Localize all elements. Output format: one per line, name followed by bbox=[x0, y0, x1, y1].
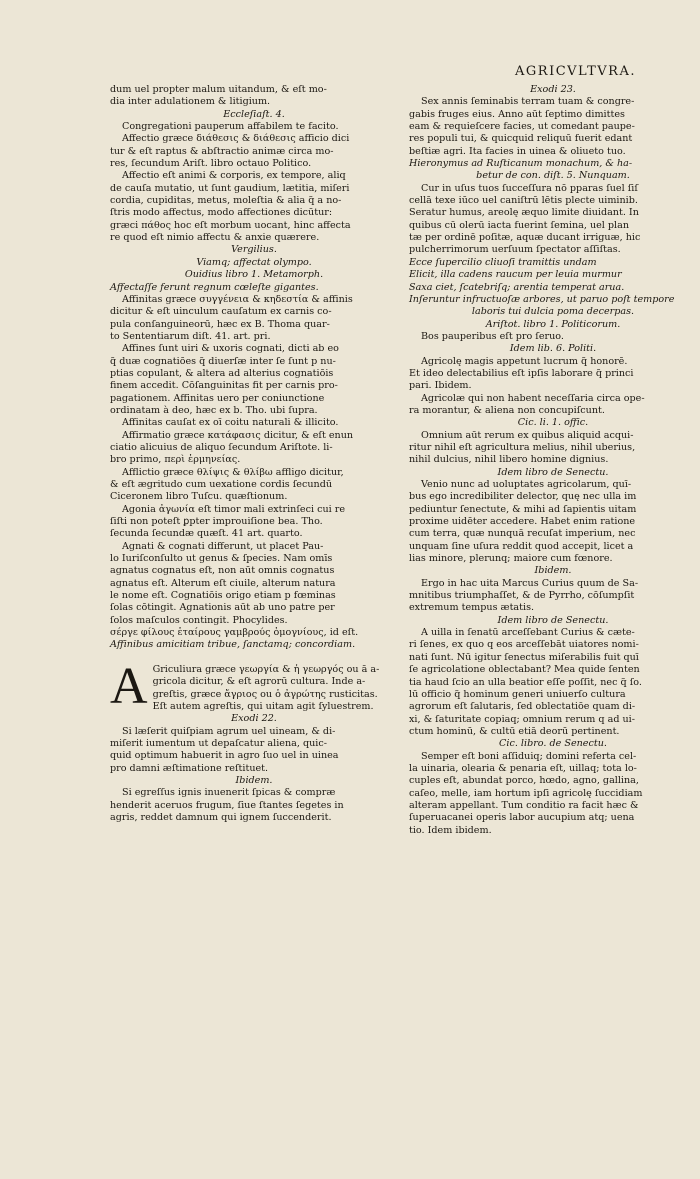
text-line: pediuntur ſenectute, & mihi ad ſapientis uitam bbox=[409, 503, 637, 515]
text-line: alteram appellant. Tum conditio ra facit hæc & bbox=[409, 799, 639, 811]
text-line: Exodi 22. bbox=[231, 713, 277, 725]
text-line: ſe agricolatione oblectabant? Mea quide ſenten bbox=[409, 664, 640, 676]
text-line: ptias copulant, & altera ad alterius cognatiōis bbox=[110, 367, 334, 379]
text-line: A uilla in ſenatū arceſſebant Curius & cæte- bbox=[421, 627, 635, 639]
text-line: Et ideo delectabilius eſt ipſis laborare q̃ princi bbox=[409, 367, 634, 379]
text-line: tur & eſt raptus & abſtractio animæ circa mo- bbox=[110, 145, 334, 157]
left-column bbox=[110, 84, 398, 824]
text-line: re quod eſt nimio affectu & anxie quærere. bbox=[110, 232, 320, 244]
text-line: ctum hominū, & cultū etiā deorū pertinent. bbox=[409, 725, 620, 737]
text-line: gricola dicitur, & eſt agrorū cultura. Inde a- bbox=[152, 676, 366, 688]
text-line: le nome eſt. Cognatiōis origo etiam p fœminas bbox=[110, 590, 336, 602]
text-line: gabis fruges eius. Anno aūt ſeptimo dimittes bbox=[409, 108, 625, 120]
text-line: cum terra, quæ nunquā recuſat imperium, nec bbox=[409, 528, 636, 540]
text-line: nihil dulcius, nihil libero homine dignius. bbox=[409, 454, 609, 466]
text-line: Affines ſunt uiri & uxoris cognati, dicti ab eo bbox=[122, 343, 339, 355]
text-line: quibus cū olerū iacta fuerint ſemina, uel plan bbox=[409, 219, 630, 231]
text-line: Congregationi pauperum affabilem te facito. bbox=[122, 121, 339, 133]
drop-cap-letter: A bbox=[110, 657, 148, 715]
text-line: ciatio alicuius de aliquo ſecundum Ariſtote. li- bbox=[110, 441, 333, 453]
text-line: pulcherrimorum uerſuum ſpectator aſſiſtas. bbox=[409, 244, 621, 256]
text-line: mnitibus triumphaſſet, & de Pyrrho, cōſumpſit bbox=[409, 590, 635, 602]
text-line: miſerit iumentum ut depaſcatur aliena, quic- bbox=[110, 737, 327, 749]
text-line: Agricolę magis appetunt lucrum q̃ honorē. bbox=[421, 355, 628, 367]
text-line: pagationem. Affinitas uero per coniunctione bbox=[110, 392, 325, 404]
text-line: bro primo, περὶ ἑρμηνείας. bbox=[110, 454, 241, 466]
text-line: dicitur & eſt uinculum cauſatum ex carnis co- bbox=[110, 306, 332, 318]
text-line: Eſt autem agreſtis, qui uitam agit ſyluestrem. bbox=[152, 700, 374, 712]
text-line: ſtris modo affectus, modo affectiones dicūtur: bbox=[110, 207, 333, 219]
text-line: res, ſecundum Ariſt. libro octauo Politico. bbox=[110, 158, 312, 170]
text-line: ſuperuacanei operis labor aucupium atq; uena bbox=[409, 812, 635, 824]
text-line: Idem libro de Senectu. bbox=[497, 614, 609, 626]
text-line: ſolas cōtingit. Agnationis aūt ab uno patre per bbox=[110, 602, 335, 614]
text-line: agris, reddet damnum qui ignem ſuccenderit. bbox=[110, 811, 332, 823]
text-line: lū officio q̃ hominum generi uniuerſo cultura bbox=[409, 688, 626, 700]
text-line: Idem lib. 6. Politi. bbox=[509, 343, 597, 355]
text-line: Affectaſſe ferunt regnum cœleſte gigantes. bbox=[110, 281, 319, 293]
text-line: res populi tui, & quicquid reliquū fuerit edant bbox=[409, 133, 633, 145]
text-line: agnatus cognatus eſt, non aūt omnis cognatus bbox=[110, 565, 335, 577]
text-line: Bos pauperibus eſt pro ſeruo. bbox=[421, 330, 564, 342]
text-line: beſtiæ agri. Ita facies in uinea & oliueto tuo. bbox=[409, 145, 626, 157]
text-line: dia inter adulationem & litigium. bbox=[110, 96, 271, 108]
text-line: Eccleſiaſt. 4. bbox=[223, 108, 285, 120]
text-line: Cic. li. 1. offic. bbox=[517, 417, 589, 429]
text-line: Affectio græce διάθεσις & διάθεσις afficio dici bbox=[122, 133, 350, 145]
text-line: & eſt ægritudo cum uexatione cordis ſecundū bbox=[110, 479, 333, 490]
text-line: caſeo, melle, iam hortum ipſi agricolę ſuccidiam bbox=[409, 787, 643, 799]
text-line: cellā texe iūco uel caniſtrū lētis plecte uiminib. bbox=[409, 195, 638, 207]
text-line: Saxa ciet, ſcatebriſq; arentia temperat arua. bbox=[409, 281, 625, 293]
text-line: proxime uidēter accedere. Habet enim ratione bbox=[409, 516, 636, 528]
text-line: Si læſerit quiſpiam agrum uel uineam, & di- bbox=[122, 725, 336, 737]
text-line: Ciceronem libro Tuſcu. quæſtionum. bbox=[110, 491, 288, 503]
text-line: nati ſunt. Nū igitur ſenectus miſerabilis fuit quī bbox=[409, 651, 639, 663]
right-text-block bbox=[409, 84, 697, 837]
agricultura-text-block bbox=[110, 657, 398, 824]
text-line: ra morantur, & aliena non concupiſcunt. bbox=[409, 404, 605, 416]
text-line: Agricolæ qui non habent neceſſaria circa ope- bbox=[421, 392, 645, 404]
text-line: Afflictio græce θλίψις & θλίβω affligo dicitur, bbox=[122, 466, 344, 478]
text-line: Ibidem. bbox=[235, 774, 273, 786]
text-line: Ariſtot. libro 1. Politicorum. bbox=[485, 318, 621, 330]
agricultura-section bbox=[110, 657, 398, 824]
text-line: Griculiura græce γεωργία & ἡ γεωργός ou ā a- bbox=[152, 663, 380, 675]
text-line: pari. Ibidem. bbox=[409, 380, 472, 392]
text-line: Cur in uſus tuos ſucceſſura nō pparas ſuel ſiſ bbox=[421, 182, 638, 194]
text-line: betur de con. diſt. 5. Nunquam. bbox=[476, 170, 630, 182]
text-line: ordinatam à deo, hæc ex b. Tho. ubi ſupra. bbox=[110, 404, 318, 416]
text-line: Affectio eſt animi & corporis, ex tempore, aliq bbox=[122, 170, 346, 182]
text-line: Seratur humus, areolę æquo limite diuidant. In bbox=[409, 207, 639, 219]
text-line: ſolos maſculos contingit. Phocylides. bbox=[110, 614, 288, 626]
text-line: lo Iuriſconſulto ut genus & ſpecies. Nam omīs bbox=[110, 553, 333, 565]
text-line: Sex annis ſeminabis terram tuam & congre- bbox=[421, 96, 635, 108]
text-line: agrorum eſt ſalutaris, ſed oblectatiōe quam di- bbox=[409, 701, 636, 713]
text-line: tæ per ordinē poſitæ, aquæ ducant irriguæ, hic bbox=[409, 232, 641, 244]
text-line: Affirmatio græce κατάφασις dicitur, & eſt enun bbox=[122, 429, 354, 441]
text-line: Agnati & cognati differunt, ut placet Pau- bbox=[122, 540, 324, 552]
text-line: Viamq; affectat olympo. bbox=[196, 256, 312, 268]
text-line: la uinaria, olearia & penaria eſt, uillaq; tota lo- bbox=[409, 762, 637, 774]
text-line: xi, & ſaturitate copiaq; omnium rerum q ad ui- bbox=[409, 713, 635, 725]
text-line: de cauſa mutatio, ut ſunt gaudium, lætitia, miſeri bbox=[110, 182, 350, 194]
text-line: Affinitas græce συγγένεια & κηδεστία & affinis bbox=[122, 293, 353, 305]
text-line: ritur nihil eſt agricultura melius, nihil uberius, bbox=[409, 441, 636, 453]
text-line: Semper eſt boni aſſiduiq; domini referta cel- bbox=[421, 750, 637, 762]
text-line: extremum tempus ætatis. bbox=[409, 602, 535, 614]
left-text-block bbox=[110, 84, 398, 652]
text-line: finem accedit. Cōſanguinitas fit per carnis pro- bbox=[110, 380, 338, 392]
text-line: ri ſenes, ex quo q eos arceſſebāt uiatores nomi- bbox=[409, 639, 639, 651]
text-line: Hieronymus ad Ruſticanum monachum, & ha- bbox=[409, 158, 633, 170]
text-line: henderit aceruos frugum, ſiue ſtantes ſegetes in bbox=[110, 799, 344, 811]
text-line: Cic. libro. de Senectu. bbox=[499, 738, 607, 750]
text-line: agnatus eſt. Alterum eſt ciuile, alterum natura bbox=[110, 577, 336, 589]
text-line: tia haud ſcio an ulla beatior eſſe poſſit, nec q̃ ſo. bbox=[409, 676, 642, 688]
text-line: greſtis, græce ἄγριος ou ὁ ἀγρώτης rusticitas. bbox=[152, 688, 378, 700]
text-line: pula conſanguineorū, hæc ex B. Thoma quar- bbox=[110, 318, 330, 330]
text-line: Ecce ſupercilio cliuoſi tramittis undam bbox=[409, 256, 597, 268]
text-line: Omnium aūt rerum ex quibus aliquid acqui- bbox=[421, 429, 634, 441]
text-line: lias minore, plerunq; maiore cum fœnore. bbox=[409, 553, 613, 565]
text-line: Inſeruntur infructuoſæ arbores, ut paruo poſt tempore bbox=[409, 293, 675, 305]
text-line: Exodi 23. bbox=[530, 84, 576, 95]
text-line: Affinibus amicitiam tribue, ſanctamq; concordiam. bbox=[110, 639, 356, 651]
text-line: græci πάθος hoc eſt morbum uocant, hinc affecta bbox=[110, 219, 351, 231]
text-line: Ouidius libro 1. Metamorph. bbox=[184, 269, 324, 281]
text-line: Agonia ἀγωνία eſt timor mali extrinſeci cui re bbox=[122, 503, 346, 515]
text-line: ſiſti non poteſt ꝑpter improuiſione bea. Tho. bbox=[110, 516, 323, 528]
right-column bbox=[409, 84, 697, 837]
text-line: quid optimum habuerit in agro ſuo uel in uinea bbox=[110, 750, 339, 762]
text-line: Elicit, illa cadens raucum per leuia murmur bbox=[409, 269, 622, 281]
text-line: Venio nunc ad uoluptates agricolarum, quī- bbox=[421, 479, 632, 490]
text-line: Ibidem. bbox=[534, 565, 572, 577]
text-line: cordia, cupiditas, metus, moleſtia & alia q̃ a no- bbox=[110, 195, 342, 207]
text-line: Ergo in hac uita Marcus Curius quum de Sa- bbox=[421, 577, 639, 589]
text-line: Si egreſſus ignis inuenerit ſpicas & compræ bbox=[122, 787, 336, 799]
text-line: bus ego incredibiliter delector, quę nec ulla im bbox=[409, 491, 637, 503]
text-line: Idem libro de Senectu. bbox=[497, 466, 609, 478]
text-line: pro damni æſtimatione reſtituet. bbox=[110, 762, 269, 774]
text-line: q̃ duæ cognatiōes q̃ diuerſæ inter ſe ſunt p nu- bbox=[110, 355, 336, 367]
text-line: to Sententiarum diſt. 41. art. pri. bbox=[110, 330, 271, 342]
text-line: Affinitas cauſat ex oī coitu naturali & illicito. bbox=[122, 417, 339, 429]
text-line: cuples eſt, abundat porco, hœdo, agno, gallina, bbox=[409, 775, 639, 787]
text-line: dum uel propter malum uitandum, & eſt mo- bbox=[110, 84, 327, 95]
text-line: σέργε φίλους ἑταίρους γαμβρούς ὁμογνίους, id eſt. bbox=[110, 627, 359, 639]
text-line: tio. Idem ibidem. bbox=[409, 824, 492, 836]
text-line: Vergilius. bbox=[231, 244, 277, 256]
text-line: unquam ſine uſura reddit quod accepit, licet a bbox=[409, 540, 634, 552]
text-line: laboris tui dulcia poma decerpas. bbox=[471, 306, 635, 318]
running-header: AGRICVLTVRA. bbox=[515, 64, 636, 79]
text-line: eam & requieſcere facies, ut comedant paupe- bbox=[409, 121, 635, 133]
text-line: ſecunda ſecundæ quæſt. 41 art. quarto. bbox=[110, 528, 303, 540]
